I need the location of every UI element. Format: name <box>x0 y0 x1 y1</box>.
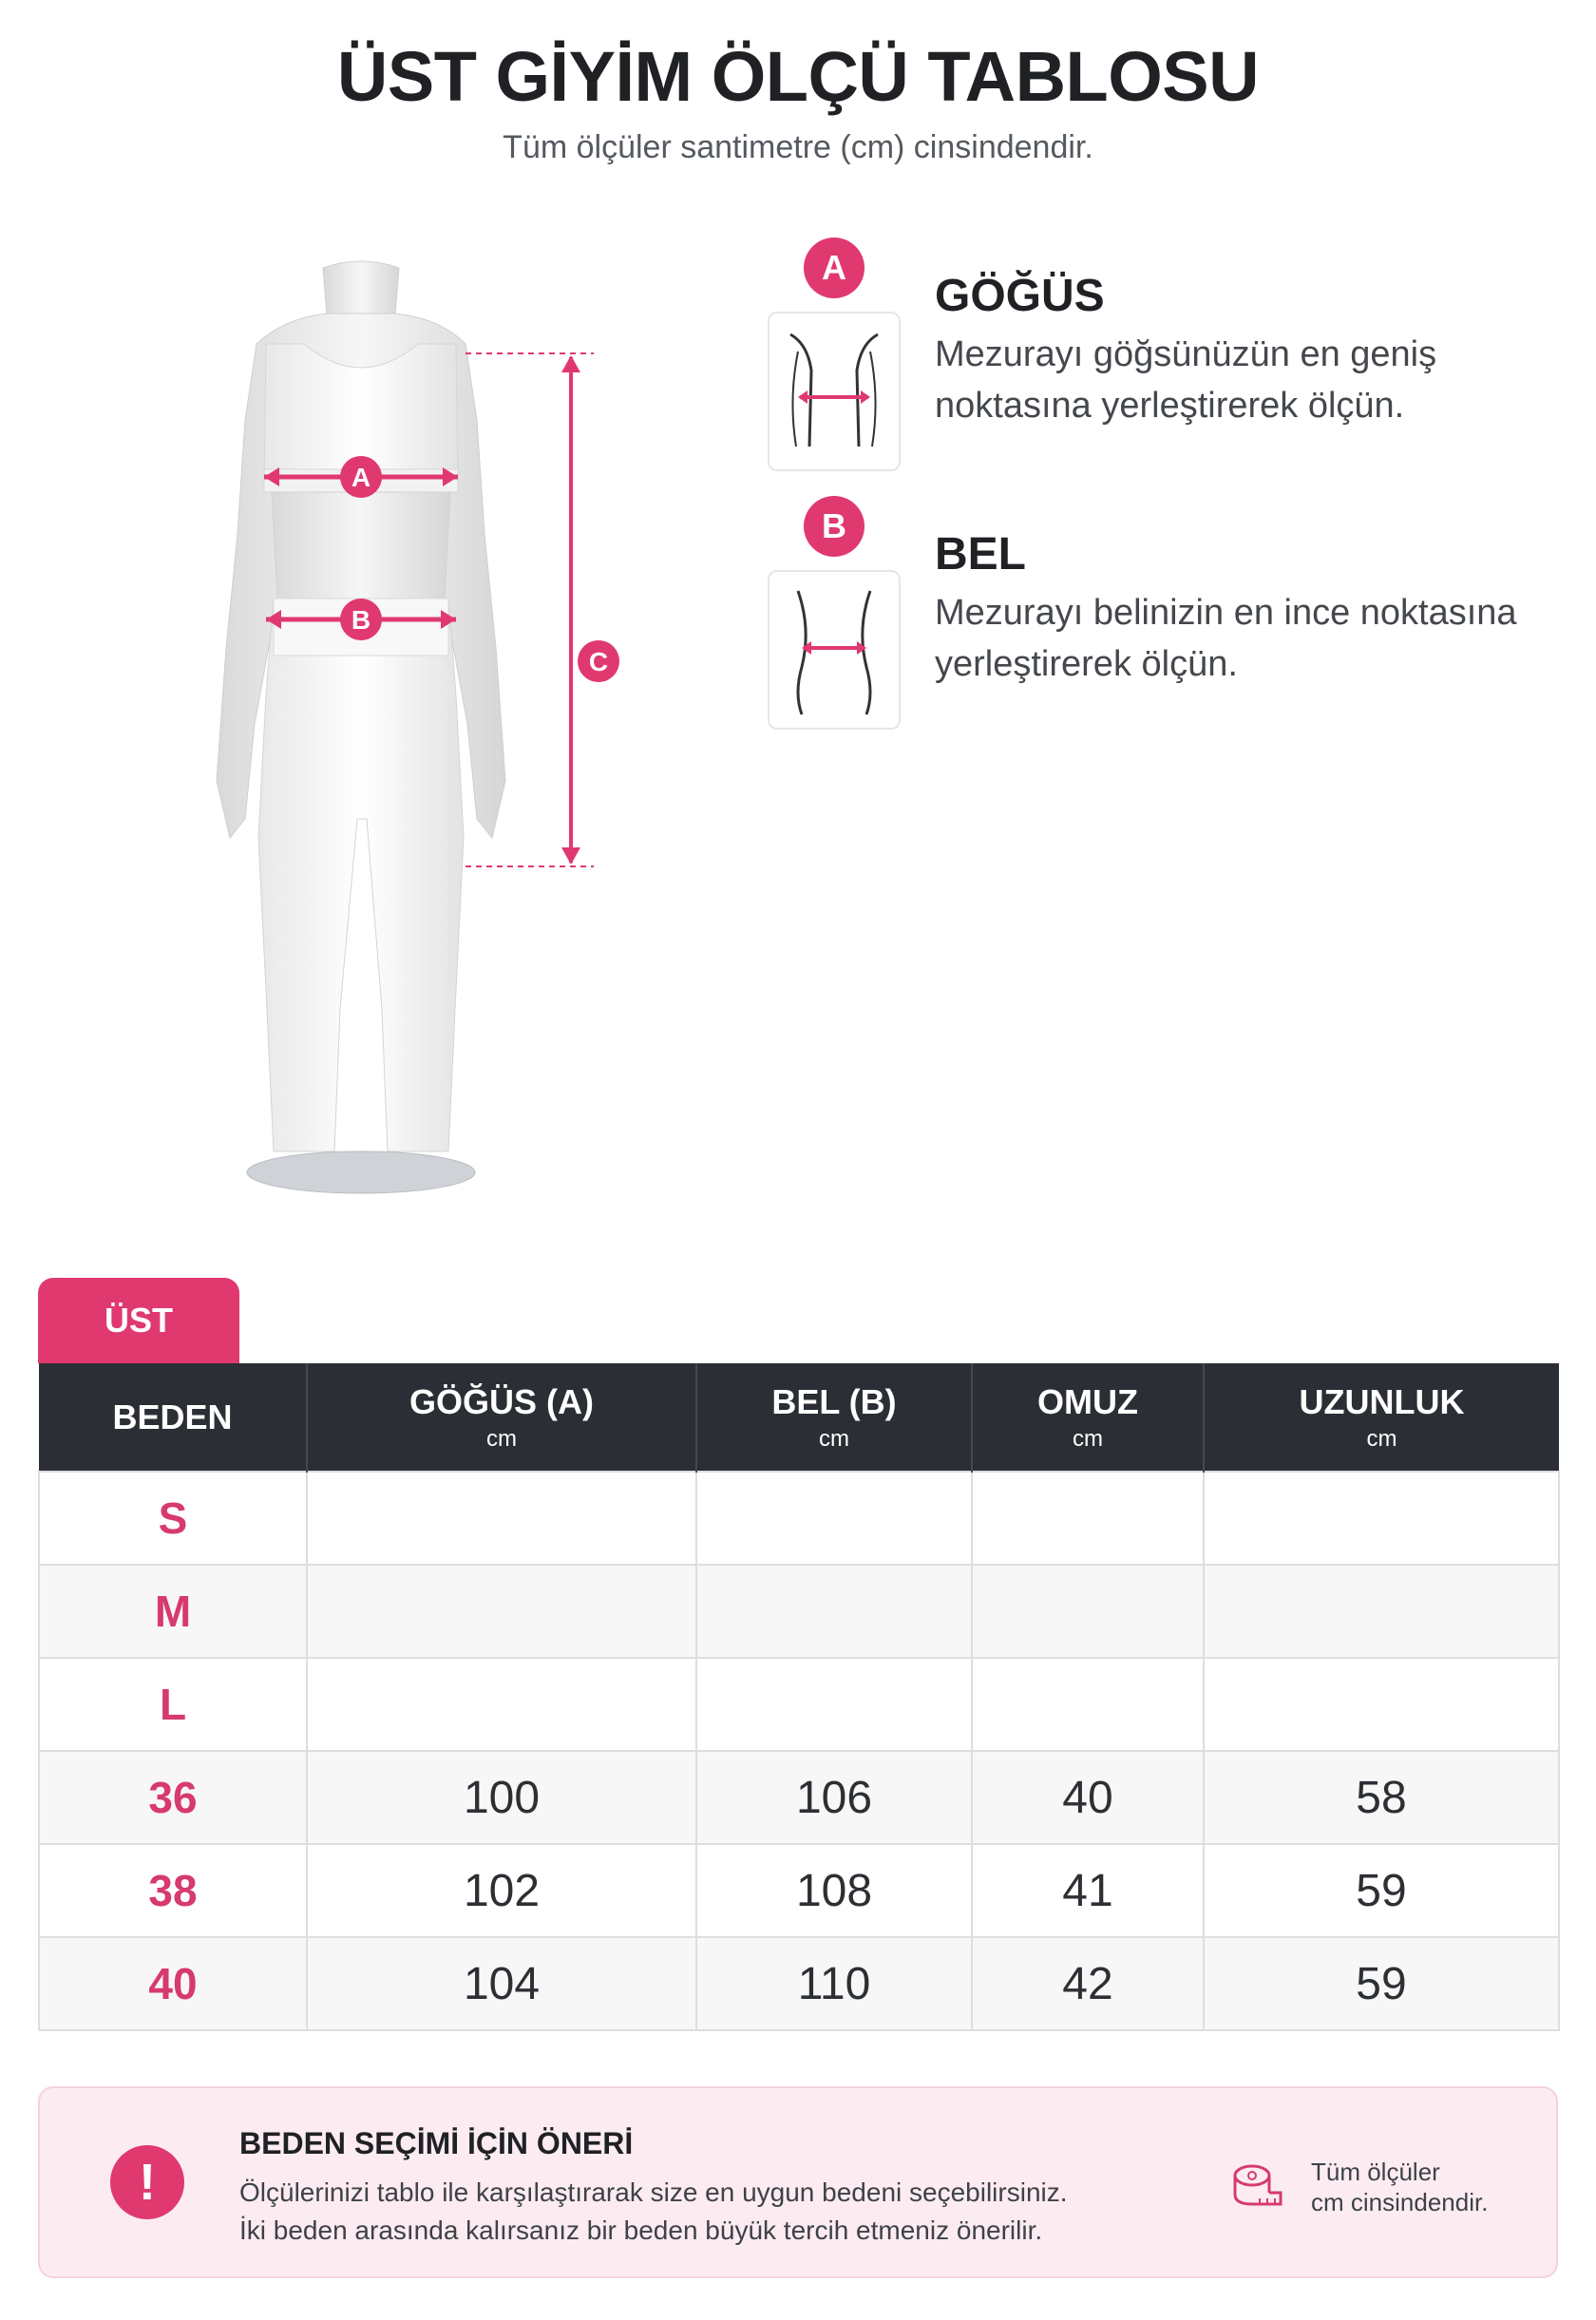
waist-cell: 110 <box>696 1937 972 2030</box>
shoulder-cell: 41 <box>972 1844 1204 1937</box>
note-side-line-1: Tüm ölçüler <box>1311 2158 1440 2186</box>
chest-cell: 100 <box>307 1751 696 1844</box>
shoulder-cell: 42 <box>972 1937 1204 2030</box>
legend-title-chest: GÖĞÜS <box>935 271 1105 321</box>
length-cell: 59 <box>1204 1937 1559 2030</box>
legend-desc-chest-line2: noktasına yerleştirerek ölçün. <box>935 386 1405 426</box>
waist-cell <box>696 1565 972 1658</box>
size-cell: M <box>39 1565 307 1658</box>
chest-cell: 102 <box>307 1844 696 1937</box>
size-cell: 36 <box>39 1751 307 1844</box>
size-cell: L <box>39 1658 307 1751</box>
waist-measure-icon <box>768 570 901 730</box>
mannequin-figure <box>142 249 646 1208</box>
note-side-line-2: cm cinsindendir. <box>1311 2188 1489 2216</box>
shoulder-cell: 40 <box>972 1751 1204 1844</box>
waist-cell <box>696 1472 972 1565</box>
note-title: BEDEN SEÇİMİ İÇİN ÖNERİ <box>239 2126 634 2160</box>
marker-a: A <box>351 463 371 492</box>
col-header-unit: cm <box>819 1425 849 1452</box>
page-title: ÜST GİYİM ÖLÇÜ TABLOSU <box>336 37 1260 116</box>
table-header-row <box>39 1363 1559 1472</box>
table-row <box>39 1565 1559 1658</box>
legend-desc-waist <box>935 587 1581 690</box>
legend-desc-chest-line1: Mezurayı göğsünüzün en geniş <box>935 334 1437 374</box>
table-row <box>39 1844 1559 1937</box>
length-cell <box>1204 1565 1559 1658</box>
legend-title-waist: BEL <box>935 529 1026 580</box>
waist-cell <box>696 1658 972 1751</box>
col-header-label: UZUNLUK <box>1299 1381 1465 1421</box>
col-header-unit: cm <box>486 1425 517 1452</box>
exclamation-icon: ! <box>110 2145 184 2219</box>
col-header-beden <box>39 1363 307 1472</box>
table-row <box>39 1751 1559 1844</box>
legend-desc-waist-line1: Mezurayı belinizin en ince noktasına <box>935 593 1517 633</box>
note-line-1: Ölçülerinizi tablo ile karşılaştırarak size en uygun bedeni seçebilirsiniz. <box>239 2177 1068 2207</box>
shoulder-cell <box>972 1658 1204 1751</box>
marker-c: C <box>588 647 609 676</box>
size-cell: 38 <box>39 1844 307 1937</box>
length-cell <box>1204 1658 1559 1751</box>
legend-desc-waist-line2: yerleştirerek ölçün. <box>935 644 1238 684</box>
table-row <box>39 1658 1559 1751</box>
col-header-label: BEDEN <box>112 1397 233 1436</box>
size-table <box>38 1363 1560 2031</box>
chest-cell <box>307 1472 696 1565</box>
length-cell <box>1204 1472 1559 1565</box>
table-row <box>39 1472 1559 1565</box>
chest-cell <box>307 1565 696 1658</box>
badge-b: B <box>804 496 864 557</box>
badge-a: A <box>804 238 864 298</box>
col-header-label: BEL (B) <box>771 1381 897 1421</box>
size-cell: 40 <box>39 1937 307 2030</box>
length-cell: 59 <box>1204 1844 1559 1937</box>
shoulder-cell <box>972 1472 1204 1565</box>
note-line-2: İki beden arasında kalırsanız bir beden büyük tercih etmeniz önerilir. <box>239 2215 1043 2245</box>
col-header-label: OMUZ <box>1037 1381 1138 1421</box>
recommendation-note <box>38 2086 1558 2278</box>
col-header-bel <box>696 1363 972 1472</box>
measuring-tape-icon <box>1231 2160 1284 2214</box>
waist-cell: 106 <box>696 1751 972 1844</box>
col-header-label: GÖĞÜS (A) <box>409 1381 594 1421</box>
chest-measure-icon <box>768 312 901 471</box>
tab-ust[interactable]: ÜST <box>38 1278 239 1363</box>
shoulder-cell <box>972 1565 1204 1658</box>
legend-desc-chest <box>935 329 1581 431</box>
note-side-text <box>1311 2157 1488 2217</box>
col-header-gogus <box>307 1363 696 1472</box>
size-cell: S <box>39 1472 307 1565</box>
col-header-unit: cm <box>1366 1425 1397 1452</box>
col-header-omuz <box>972 1363 1204 1472</box>
legend-waist <box>768 496 1585 733</box>
length-cell: 58 <box>1204 1751 1559 1844</box>
page-subtitle: Tüm ölçüler santimetre (cm) cinsindendir. <box>503 129 1093 165</box>
chest-cell: 104 <box>307 1937 696 2030</box>
marker-b: B <box>351 605 371 635</box>
chest-cell <box>307 1658 696 1751</box>
table-row <box>39 1937 1559 2030</box>
col-header-uzunluk <box>1204 1363 1559 1472</box>
waist-cell: 108 <box>696 1844 972 1937</box>
col-header-unit: cm <box>1073 1425 1103 1452</box>
legend-chest <box>768 238 1585 475</box>
